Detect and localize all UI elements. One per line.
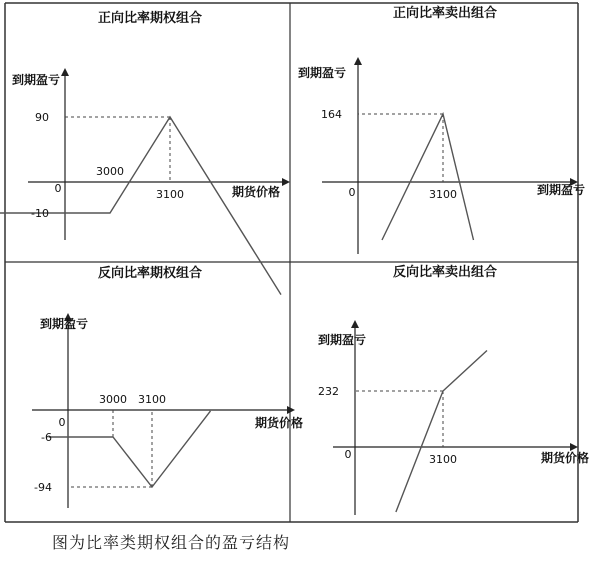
y-axis-label: 到期盈亏	[298, 66, 347, 80]
y-tick-label: 164	[321, 108, 342, 121]
y-axis-label: 到期盈亏	[12, 73, 61, 87]
x-axis-arrow	[570, 443, 578, 451]
x-tick-label: 3100	[429, 453, 457, 466]
x-axis-arrow	[282, 178, 290, 186]
chart-title: 反向比率期权组合	[97, 266, 203, 281]
figure-caption: 图为比率类期权组合的盈亏结构	[52, 533, 291, 552]
y-tick-label: 90	[35, 111, 49, 124]
payoff-line	[49, 411, 211, 487]
x-tick-label: 3100	[429, 188, 457, 201]
y-axis-label: 到期盈亏	[318, 333, 367, 347]
x-axis-label: 到期盈亏	[537, 183, 586, 197]
chart-title: 反向比率卖出组合	[392, 265, 498, 280]
payoff-line	[396, 351, 487, 513]
chart-panel-2	[298, 5, 585, 254]
x-axis-arrow	[287, 406, 295, 414]
chart-title: 正向比率卖出组合	[392, 6, 498, 21]
chart-title: 正向比率期权组合	[97, 11, 203, 26]
x-axis-label: 期货价格	[255, 416, 304, 430]
payoff-line	[382, 114, 474, 240]
y-tick-label: -6	[41, 431, 52, 444]
chart-panel-4	[318, 264, 589, 515]
y-axis-arrow	[351, 320, 359, 328]
y-axis-label: 到期盈亏	[40, 317, 89, 331]
origin-label: 0	[54, 182, 62, 195]
x-tick-label: 3000	[99, 393, 127, 406]
origin-label: 0	[344, 448, 352, 461]
y-axis-arrow	[354, 57, 362, 65]
x-tick-label: 3000	[96, 165, 124, 178]
x-axis-label: 期货价格	[232, 185, 281, 199]
x-tick-label: 3100	[156, 188, 184, 201]
y-tick-label: 232	[318, 385, 339, 398]
y-tick-label: -94	[34, 481, 52, 494]
x-axis-label: 期货价格	[541, 451, 590, 465]
origin-label: 0	[348, 186, 356, 199]
chart-panel-1	[0, 10, 290, 295]
chart-panel-3	[32, 265, 303, 508]
origin-label: 0	[58, 416, 66, 429]
y-tick-label: -10	[31, 207, 49, 220]
panels	[0, 5, 589, 515]
x-tick-label: 3100	[138, 393, 166, 406]
y-axis-arrow	[61, 68, 69, 76]
